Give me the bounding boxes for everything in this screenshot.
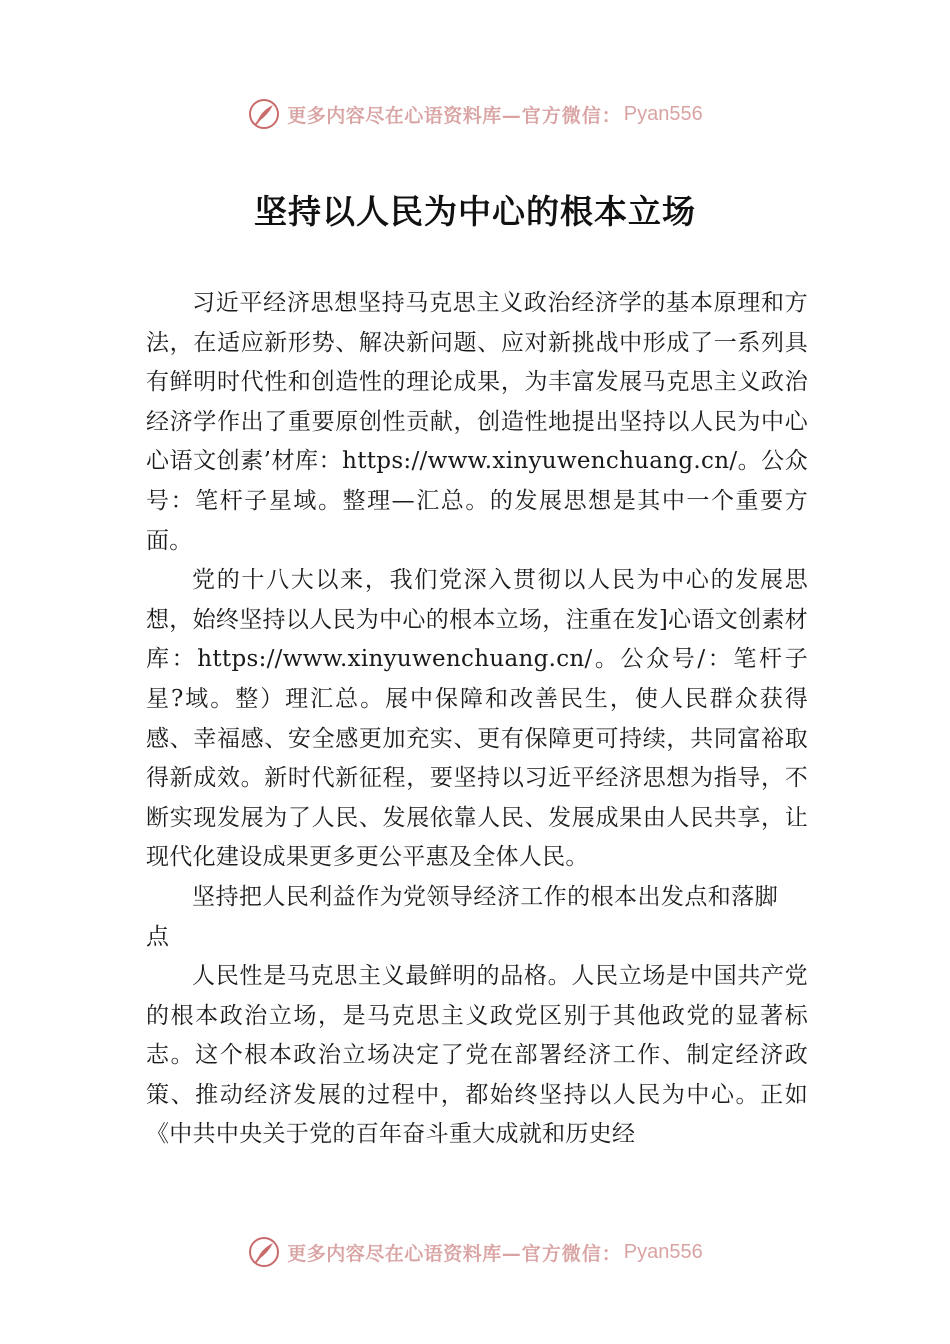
watermark-wechat-id: Pyan556 [623, 102, 703, 125]
footer-watermark-banner [0, 1232, 950, 1272]
watermark-text: 更多内容尽在心语资料库 [287, 1242, 502, 1265]
document-body [146, 284, 808, 1155]
watermark-wechat-label: —官方微信： [501, 1242, 622, 1265]
paragraph-2: 党的十八大以来，我们党深入贯彻以人民为中心的发展思想，始终坚持以人民为中心的根本立场，注重在发]心语文创素材库：https://www.xinyuwenchuang.cn/。公众号/：笔杆子星?域。整）理汇总。展中保障和改善民生，使人民群众获得感、幸福感、安全感更加充实、更有保障更可持续，共同富裕取得新成效。新时代新征程，要坚持以习近平经济思想为指导，不断实现发展为了人民、发展依靠人民、发展成果由人民共享，让现代化建设成果更多更公平惠及全体人民。 [146, 567, 808, 871]
section-heading: 坚持把人民利益作为党领导经济工作的根本出发点和落脚点 [146, 883, 778, 950]
quill-pen-icon [247, 97, 281, 131]
quill-pen-icon [247, 1235, 281, 1269]
document-title: 坚持以人民为中心的根本立场 [254, 192, 696, 231]
watermark-wechat-id: Pyan556 [623, 1240, 703, 1263]
watermark-wechat-label: —官方微信： [501, 104, 622, 127]
paragraph-3: 人民性是马克思主义最鲜明的品格。人民立场是中国共产党的根本政治立场，是马克思主义政党区别于其他政党的显著标志。这个根本政治立场决定了党在部署经济工作、制定经济政策、推动经济发展的过程中，都始终坚持以人民为中心。正如《中共中央关于党的百年奋斗重大成就和历史经 [146, 963, 808, 1148]
header-watermark-banner [0, 94, 950, 134]
watermark-text: 更多内容尽在心语资料库 [287, 104, 502, 127]
paragraph-1: 习近平经济思想坚持马克思主义政治经济学的基本原理和方法，在适应新形势、解决新问题、应对新挑战中形成了一系列具有鲜明时代性和创造性的理论成果，为丰富发展马克思主义政治经济学作出了重要原创性贡献，创造性地提出坚持以人民为中心心语文创素’材库：https://www.xinyuwenchuang.cn/。公众号：笔杆子星域。整理—汇总。的发展思想是其中一个重要方面。 [146, 290, 808, 554]
